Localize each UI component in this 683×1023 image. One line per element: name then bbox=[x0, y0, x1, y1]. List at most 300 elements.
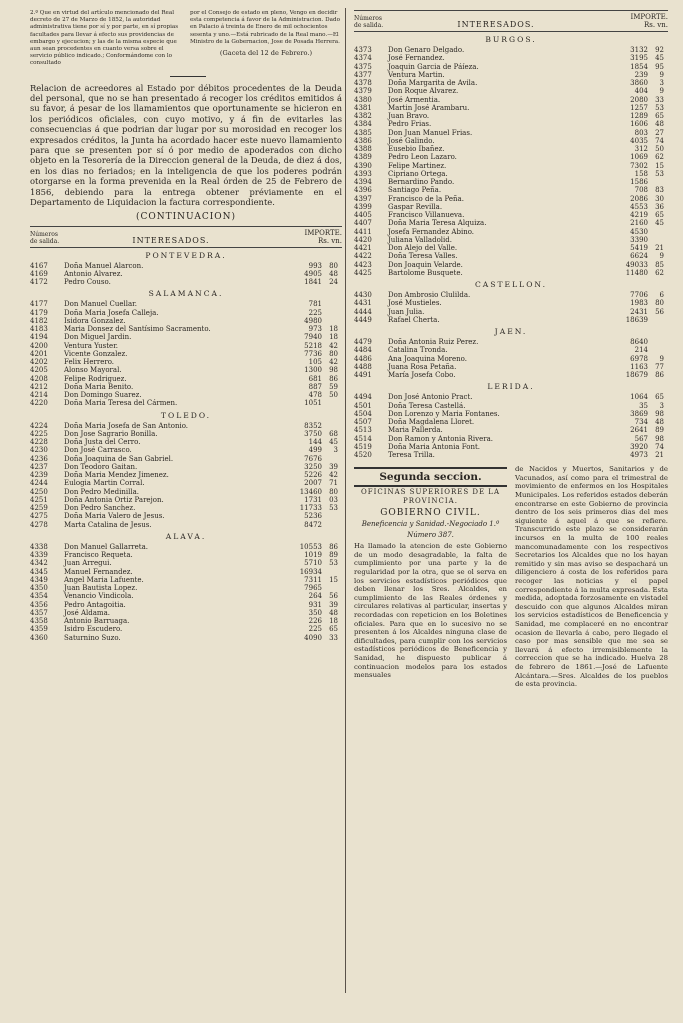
province-heading: PONTEVEDRA. bbox=[145, 250, 227, 260]
creditor-amt: 8640 bbox=[630, 338, 648, 346]
creditor-num: 4230 bbox=[30, 446, 48, 455]
creditor-num: 4202 bbox=[30, 358, 48, 366]
creditor-amt: 781 bbox=[308, 300, 322, 309]
header-currency: Rs. vn. bbox=[643, 21, 668, 29]
creditor-cts: 62 bbox=[655, 153, 664, 162]
creditor-name: José Armentia. bbox=[388, 95, 441, 104]
creditor-row bbox=[30, 479, 342, 487]
creditor-cts: 80 bbox=[329, 349, 338, 358]
creditor-cts: 98 bbox=[655, 409, 664, 418]
creditor-name: Cipriano Ortega. bbox=[388, 169, 448, 178]
creditor-num: 4360 bbox=[30, 633, 48, 642]
creditor-num: 4407 bbox=[354, 219, 372, 228]
creditor-name: Doña Antonia Ortiz Parejon. bbox=[64, 495, 164, 504]
creditor-row bbox=[354, 87, 668, 95]
creditor-amt: 2086 bbox=[630, 194, 648, 203]
creditor-name: Don Jose Sagrario Bonilla. bbox=[64, 429, 158, 438]
creditor-name: Manuel Fernandez. bbox=[64, 567, 133, 576]
creditor-amt: 264 bbox=[308, 592, 322, 601]
creditor-cts: 98 bbox=[329, 366, 338, 375]
creditor-cts: 50 bbox=[655, 145, 664, 153]
creditor-row bbox=[354, 203, 668, 211]
creditor-name: Joaquin Garcia de Páíeza. bbox=[388, 62, 479, 71]
creditor-name: Doña Maria Valero de Jesus. bbox=[64, 512, 165, 521]
circular-text-part1: Ha llamado la atencion de este Gobierno de un modo desagradable, la falta de cumplimiento por una parte y la de regularidad por la otra, que se ol serva en los servicios estadísticos periódicos que deben llenar los Sres. Alcaldes, en cumplimiento de las Reales órdenes y circulares relativas al particular, insertas y recordadas con repeticion en los Boletines oficiales. Para que en lo sucesivo no se presenten á los Alcaldes ninguna clase de dificultades, para cumplir con los servicios estadísticos periódicos de Beneficencia y Sanidad, he dispuesto publicar á continuacion modelos para los estados mensuales bbox=[354, 542, 507, 680]
creditor-name: Ventura Yuster. bbox=[64, 341, 119, 350]
creditor-amt: 4035 bbox=[630, 136, 648, 145]
creditor-num: 4425 bbox=[354, 268, 372, 277]
creditor-name: Gaspar Revilla. bbox=[388, 202, 443, 211]
creditor-name: José Mustieles. bbox=[388, 299, 442, 308]
creditor-cts: 45 bbox=[655, 54, 664, 63]
creditor-amt: 1289 bbox=[630, 112, 648, 120]
creditor-row bbox=[30, 601, 342, 609]
creditor-name: Catalina Tronda. bbox=[388, 346, 448, 355]
creditor-amt: 887 bbox=[308, 382, 322, 391]
creditor-cts: 65 bbox=[655, 112, 664, 120]
creditors-notice: Relacion de acreedores al Estado por débitos procedentes de la Deuda del personal, que no se han presentado á recoger los créditos emitidos á su favor, á pesar de los llamamientos que oportunamente se hicieron en los periódicos oficiales, con cuyo motivo, y á fin de evitarles las consecuencias á que podrian dar lugar por su morosidad en recoger los expresados créditos, la Junta ha acordado hacer este nuevo llamamiento para que se presenten por sí ó por medio de apoderados con dicho objeto en la Tesorería de la Direccion general de la Deuda, de diez á dos, en los dias no feriados; en la inteligencia de que los poderes podrán otorgarse en la forma prevenida en la Real órden de 25 de Febrero de 1856, debiendo para la entrega obtener préviamente en el Departamento de Liquidacion la factura correspondiente. bbox=[30, 82, 342, 208]
creditor-amt: 1019 bbox=[304, 551, 322, 559]
creditor-name: Francisco Villanueva. bbox=[388, 211, 465, 219]
table-header-right bbox=[354, 10, 668, 32]
creditor-name: Pedro Antagoitia. bbox=[64, 600, 126, 609]
creditor-name: Doña Maria Teresa Alquiza. bbox=[388, 219, 487, 228]
creditor-name: Doña Maria Josefa de San Antonio. bbox=[64, 421, 189, 430]
creditor-num: 4345 bbox=[30, 567, 48, 576]
creditor-amt: 1300 bbox=[304, 366, 322, 375]
creditor-num: 4224 bbox=[30, 421, 48, 430]
creditor-cts: 74 bbox=[655, 442, 664, 451]
creditor-cts: 3 bbox=[659, 79, 664, 87]
creditor-name: Doña Magdalena Lloret. bbox=[388, 418, 475, 426]
creditor-row bbox=[354, 219, 668, 227]
decree-fragment-right: por el Consejo de estado en pleno, Vengo en decidir esta competencia á favor de la Administracion. Dado en Palacio á treinta de Enero de mil ochocientos sesenta y uno.—Está rubricado de la Real mano.—El Ministro de la Gobernacion, Jose de Posada Herrera. bbox=[190, 10, 340, 45]
creditor-row bbox=[354, 346, 668, 354]
province-heading: LERIDA. bbox=[487, 382, 535, 392]
creditor-amt: 5419 bbox=[630, 244, 648, 252]
creditor-list-left bbox=[30, 251, 342, 642]
creditor-name: Bartolome Busquete. bbox=[388, 268, 463, 277]
creditor-cts: 48 bbox=[329, 608, 338, 617]
creditor-cts bbox=[648, 178, 668, 186]
creditor-num: 4488 bbox=[354, 362, 372, 371]
creditor-name: Isidora Gonzalez. bbox=[64, 316, 126, 325]
creditor-name: Don Miguel Jardin. bbox=[64, 333, 132, 342]
creditor-num: 4396 bbox=[354, 186, 372, 195]
creditor-amt: 7311 bbox=[304, 575, 322, 584]
creditor-cts: 65 bbox=[655, 393, 664, 402]
gazette-citation: (Gaceta del 12 de Febrero.) bbox=[219, 49, 313, 58]
creditor-cts: 62 bbox=[655, 268, 664, 277]
creditor-row bbox=[354, 451, 668, 459]
creditor-cts: 74 bbox=[655, 136, 664, 145]
creditor-cts: 36 bbox=[655, 202, 664, 211]
creditor-cts: 80 bbox=[329, 261, 338, 270]
creditor-amt: 2641 bbox=[630, 426, 648, 435]
creditor-row bbox=[354, 252, 668, 260]
creditor-name: Doña Manuel Alarcon. bbox=[64, 261, 144, 270]
creditor-cts: 95 bbox=[655, 62, 664, 71]
creditor-amt: 225 bbox=[308, 625, 322, 634]
creditor-row bbox=[30, 278, 342, 286]
creditor-num: 4358 bbox=[30, 617, 48, 625]
creditor-num: 4405 bbox=[354, 211, 372, 219]
decree-fragment-left: 2.º Que en virtud del artículo mencionado del Real decreto de 27 de Marzo de 1852, la autoridad administrativa tiene por sí y por parte, en sí propias facultades para llevar á efecto sus providencias de embargo y ejecucion; y las de la misma especie que aun sean procedentes en cuanto versa sobre el servicio público indicado.; Conformándome con lo consultado bbox=[30, 10, 179, 67]
creditor-amt: 144 bbox=[308, 438, 322, 446]
creditor-row bbox=[354, 137, 668, 145]
creditor-cts: 89 bbox=[329, 551, 338, 559]
creditor-cts bbox=[322, 521, 342, 529]
creditor-name: Doña Maria Antonia Font. bbox=[388, 442, 481, 451]
creditor-amt: 4973 bbox=[630, 451, 648, 459]
creditor-num: 4494 bbox=[354, 393, 372, 402]
creditor-cts: 56 bbox=[655, 307, 664, 316]
creditor-num: 4382 bbox=[354, 112, 372, 120]
creditor-amt: 3195 bbox=[630, 54, 648, 63]
creditor-amt: 1854 bbox=[630, 62, 648, 71]
creditor-cts: 03 bbox=[329, 495, 338, 504]
creditor-cts: 33 bbox=[655, 95, 664, 104]
creditor-cts: 89 bbox=[655, 426, 664, 435]
left-column bbox=[30, 0, 342, 642]
creditor-row bbox=[30, 422, 342, 430]
creditor-amt: 5218 bbox=[304, 341, 322, 350]
creditor-num: 4228 bbox=[30, 438, 48, 446]
creditor-num: 4388 bbox=[354, 145, 372, 153]
creditor-num: 4484 bbox=[354, 346, 372, 355]
creditor-amt: 4980 bbox=[304, 316, 322, 325]
right-column bbox=[354, 0, 668, 689]
creditor-cts: 53 bbox=[329, 559, 338, 568]
decree-fragment bbox=[30, 10, 342, 68]
creditor-num: 4208 bbox=[30, 374, 48, 383]
creditor-row bbox=[354, 195, 668, 203]
creditor-row bbox=[354, 46, 668, 54]
creditor-name: Isidro Escudero. bbox=[64, 625, 123, 634]
creditor-row bbox=[30, 399, 342, 407]
creditor-num: 4486 bbox=[354, 354, 372, 363]
creditor-amt: 226 bbox=[308, 617, 322, 625]
creditor-cts: 53 bbox=[655, 169, 664, 178]
creditor-amt: 1069 bbox=[630, 153, 648, 162]
creditor-cts bbox=[322, 512, 342, 520]
creditor-name: Don Ambrosio Clulilda. bbox=[388, 291, 471, 299]
creditor-num: 4520 bbox=[354, 451, 372, 459]
creditor-num: 4423 bbox=[354, 260, 372, 269]
creditor-cts: 9 bbox=[659, 70, 664, 79]
creditor-cts: 83 bbox=[655, 186, 664, 195]
creditor-name: Ana Joaquina Moreno. bbox=[388, 354, 467, 363]
creditor-name: Doña Antonia Ruiz Perez. bbox=[388, 338, 479, 346]
creditor-cts: 77 bbox=[655, 362, 664, 371]
creditor-name: Doña Maria Mendez Jimenez. bbox=[64, 471, 169, 479]
creditor-row bbox=[354, 112, 668, 120]
creditor-amt: 4553 bbox=[630, 202, 648, 211]
creditor-name: Doña Justa del Cerro. bbox=[64, 438, 141, 446]
creditor-row bbox=[30, 543, 342, 551]
creditor-name: Pedro Frias. bbox=[388, 120, 432, 129]
creditor-name: Don Manuel Gallarreta. bbox=[64, 542, 148, 551]
creditor-num: 4422 bbox=[354, 252, 372, 261]
creditor-cts: 48 bbox=[655, 120, 664, 129]
creditor-row bbox=[30, 568, 342, 576]
creditor-name: Don Alejo del Valle. bbox=[388, 244, 458, 252]
creditor-row bbox=[354, 236, 668, 244]
creditor-num: 4444 bbox=[354, 307, 372, 316]
creditor-name: Don Pedro Sanchez. bbox=[64, 504, 136, 512]
creditor-cts: 27 bbox=[655, 128, 664, 137]
creditor-row bbox=[354, 211, 668, 219]
creditor-amt: 1051 bbox=[304, 399, 322, 408]
creditor-num: 4220 bbox=[30, 399, 48, 408]
creditor-row bbox=[30, 446, 342, 454]
creditor-amt: 158 bbox=[634, 169, 648, 178]
creditor-amt: 11733 bbox=[299, 504, 322, 512]
creditor-cts: 50 bbox=[329, 391, 338, 399]
header-numbers: Números de salida. bbox=[30, 230, 60, 245]
creditor-name: Vicente Gonzalez. bbox=[64, 349, 128, 358]
creditor-num: 4385 bbox=[354, 128, 372, 137]
creditor-amt: 3132 bbox=[630, 46, 648, 54]
creditor-cts: 21 bbox=[655, 451, 664, 459]
creditor-amt: 5710 bbox=[304, 559, 322, 568]
creditor-row bbox=[354, 228, 668, 236]
creditor-row bbox=[30, 375, 342, 383]
creditor-num: 4259 bbox=[30, 504, 48, 512]
creditor-row bbox=[30, 634, 342, 642]
creditor-row bbox=[30, 463, 342, 471]
creditor-num: 4177 bbox=[30, 300, 48, 309]
creditor-name: Teresa Trilla. bbox=[388, 451, 435, 459]
creditor-row bbox=[30, 455, 342, 463]
creditor-name: Don Juan Manuel Frias. bbox=[388, 128, 473, 137]
creditor-name: Pedro Couso. bbox=[64, 278, 111, 286]
creditor-name: Don Roque Alvarez. bbox=[388, 87, 459, 96]
creditor-name: Juliana Valladolid. bbox=[388, 235, 452, 244]
creditor-amt: 1257 bbox=[630, 103, 648, 112]
creditor-amt: 239 bbox=[634, 70, 648, 79]
creditor-cts: 86 bbox=[655, 371, 664, 379]
creditor-amt: 312 bbox=[634, 145, 648, 153]
creditor-num: 4194 bbox=[30, 333, 48, 342]
creditor-row bbox=[30, 342, 342, 350]
creditor-name: Don Manuel Cuellar. bbox=[64, 300, 137, 309]
creditor-name: Josefa Fernandez Abino. bbox=[388, 227, 475, 236]
creditor-amt: 1983 bbox=[630, 299, 648, 308]
creditor-num: 4338 bbox=[30, 542, 48, 551]
creditor-num: 4377 bbox=[354, 70, 372, 79]
creditor-name: Angel Maria Lafuente. bbox=[64, 575, 144, 584]
creditor-num: 4501 bbox=[354, 401, 372, 410]
creditor-amt: 49033 bbox=[625, 260, 648, 269]
creditor-amt: 993 bbox=[308, 261, 322, 270]
creditor-name: Alonso Mayoral. bbox=[64, 366, 122, 375]
creditor-row bbox=[30, 617, 342, 625]
creditor-num: 4200 bbox=[30, 341, 48, 350]
creditor-name: Juana Rosa Petaña. bbox=[388, 362, 457, 371]
creditor-row bbox=[30, 309, 342, 317]
creditor-row bbox=[30, 471, 342, 479]
creditor-row bbox=[30, 383, 342, 391]
creditor-name: Venancio Vindicola. bbox=[64, 592, 134, 601]
creditor-row bbox=[354, 186, 668, 194]
creditor-cts bbox=[322, 300, 342, 308]
creditor-amt: 499 bbox=[308, 446, 322, 455]
creditor-num: 4381 bbox=[354, 103, 372, 112]
creditor-amt: 6624 bbox=[630, 252, 648, 261]
creditor-name: Rafael Cherta. bbox=[388, 315, 440, 324]
creditor-row bbox=[354, 426, 668, 434]
creditor-row bbox=[354, 402, 668, 410]
creditor-num: 4375 bbox=[354, 62, 372, 71]
creditor-name: Don Ramon y Antonia Rivera. bbox=[388, 434, 494, 443]
creditor-num: 4479 bbox=[354, 338, 372, 346]
creditor-num: 4356 bbox=[30, 600, 48, 609]
creditor-name: Don Genaro Delgado. bbox=[388, 46, 465, 54]
circular-number: Número 387. bbox=[407, 531, 454, 540]
creditor-cts: 71 bbox=[329, 479, 338, 488]
creditor-row bbox=[354, 120, 668, 128]
creditor-num: 4354 bbox=[30, 592, 48, 601]
creditor-cts: 80 bbox=[329, 487, 338, 496]
creditor-num: 4278 bbox=[30, 520, 48, 529]
header-numbers: Números de salida. bbox=[354, 15, 384, 29]
creditor-cts: 48 bbox=[329, 269, 338, 278]
creditor-num: 4251 bbox=[30, 495, 48, 504]
creditor-amt: 6978 bbox=[630, 354, 648, 363]
creditor-amt: 803 bbox=[634, 128, 648, 137]
creditor-num: 4430 bbox=[354, 291, 372, 299]
creditor-name: Antonio Alvarez. bbox=[64, 269, 123, 278]
creditor-num: 4349 bbox=[30, 575, 48, 584]
creditor-row bbox=[354, 162, 668, 170]
creditor-num: 4394 bbox=[354, 178, 372, 186]
creditor-row bbox=[354, 71, 668, 79]
creditor-row bbox=[30, 391, 342, 399]
creditor-cts: 42 bbox=[329, 358, 338, 366]
creditor-name: José Galindo. bbox=[388, 136, 435, 145]
creditor-num: 4214 bbox=[30, 391, 48, 399]
creditor-amt: 7302 bbox=[630, 161, 648, 170]
creditor-amt: 3250 bbox=[304, 462, 322, 471]
creditor-num: 4519 bbox=[354, 442, 372, 451]
creditor-name: María Josefa Cobo. bbox=[388, 371, 456, 379]
creditor-cts bbox=[322, 309, 342, 317]
creditor-num: 4491 bbox=[354, 371, 372, 379]
creditor-amt: 3860 bbox=[630, 79, 648, 87]
creditor-cts: 98 bbox=[655, 434, 664, 443]
creditor-row bbox=[354, 153, 668, 161]
creditor-cts bbox=[322, 568, 342, 576]
creditor-row bbox=[30, 430, 342, 438]
creditor-cts: 39 bbox=[329, 600, 338, 609]
creditor-num: 4250 bbox=[30, 487, 48, 496]
creditor-row bbox=[30, 350, 342, 358]
province-heading: ALAVA. bbox=[165, 531, 207, 541]
creditor-cts: 86 bbox=[329, 542, 338, 551]
creditor-num: 4275 bbox=[30, 512, 48, 521]
creditor-num: 4393 bbox=[354, 169, 372, 178]
creditor-name: Doña Maria Benito. bbox=[64, 382, 134, 391]
continuation-label: (CONTINUACION) bbox=[135, 211, 237, 222]
creditor-amt: 3869 bbox=[630, 409, 648, 418]
creditor-amt: 4905 bbox=[304, 269, 322, 278]
creditor-num: 4514 bbox=[354, 434, 372, 443]
creditor-cts: 18 bbox=[329, 333, 338, 342]
creditor-cts: 53 bbox=[655, 103, 664, 112]
creditor-name: Don Pedro Medinilla. bbox=[64, 487, 140, 496]
section-title: Segunda seccion. bbox=[354, 467, 507, 487]
creditor-cts: 86 bbox=[329, 374, 338, 383]
creditor-cts: 45 bbox=[329, 438, 338, 446]
creditor-num: 4212 bbox=[30, 382, 48, 391]
creditor-row bbox=[30, 317, 342, 325]
creditor-name: Doña Maria Teresa del Cármen. bbox=[64, 399, 178, 408]
creditor-name: Doña Joaquina de San Gabriel. bbox=[64, 454, 174, 463]
creditor-num: 4236 bbox=[30, 454, 48, 463]
creditor-cts: 24 bbox=[329, 278, 338, 286]
creditor-name: Marta Catalina de Jesus. bbox=[64, 520, 152, 529]
creditor-amt: 7736 bbox=[304, 349, 322, 358]
creditor-amt: 18639 bbox=[625, 315, 648, 324]
creditor-num: 4225 bbox=[30, 429, 48, 438]
creditor-row bbox=[354, 261, 668, 269]
creditor-cts bbox=[322, 399, 342, 407]
creditor-cts: 68 bbox=[329, 429, 338, 438]
creditor-row bbox=[30, 504, 342, 512]
header-interested: INTERESADOS. bbox=[132, 235, 210, 245]
creditor-row bbox=[354, 269, 668, 277]
creditor-row bbox=[30, 521, 342, 529]
creditor-row bbox=[30, 609, 342, 617]
creditor-row bbox=[354, 291, 668, 299]
creditor-row bbox=[354, 435, 668, 443]
column-divider bbox=[345, 8, 346, 993]
province-heading: TOLEDO. bbox=[160, 410, 212, 420]
creditor-row bbox=[354, 54, 668, 62]
creditor-cts: 6 bbox=[659, 291, 664, 299]
creditor-row bbox=[354, 79, 668, 87]
creditor-num: 4379 bbox=[354, 87, 372, 96]
creditor-amt: 1163 bbox=[630, 362, 648, 371]
province-heading: JAEN. bbox=[494, 327, 528, 336]
creditor-row bbox=[30, 512, 342, 520]
creditor-num: 4389 bbox=[354, 153, 372, 162]
creditor-row bbox=[354, 129, 668, 137]
creditor-amt: 734 bbox=[634, 418, 648, 426]
creditor-name: Maria Pallerda. bbox=[388, 426, 443, 435]
creditor-row bbox=[30, 438, 342, 446]
creditor-row bbox=[30, 366, 342, 374]
creditor-row bbox=[354, 96, 668, 104]
creditor-amt: 973 bbox=[308, 325, 322, 333]
header-amount: IMPORTE. bbox=[304, 228, 342, 237]
creditor-row bbox=[30, 625, 342, 633]
creditor-row bbox=[354, 393, 668, 401]
header-currency: Rs. vn. bbox=[317, 236, 342, 245]
creditor-amt: 478 bbox=[308, 391, 322, 399]
creditor-num: 4350 bbox=[30, 584, 48, 592]
creditor-name: Felix Herrero. bbox=[64, 358, 115, 366]
creditor-name: Francisco de la Peña. bbox=[388, 194, 464, 203]
creditor-name: Don Joaquin Velarde. bbox=[388, 260, 463, 269]
creditor-name: Francisco Requeta. bbox=[64, 551, 133, 559]
circular-text-part2: de Nacidos y Muertos, Sanitarios y de Vacunados, así como para el trimestral de movimiento de enfermos en los Hospitales Municipales. Los referidos estados deberán encontrarse en este Gobierno de provincia dentro de los seis primeros dias del mes siguiente á aquel á que se refiere. Transcurrido este plazo se considerarán incursos en la multa de 100 reales mancomunadamente con los respectivos Secretarios los Alcaldes que no los hayan remitido y sin mas aviso se despachará un diligenciero á costa de los referidos para recoger las noticias y el papel correspondiente á la multa expresada. Esta medida, adoptada forzosamente en vistadel descuido con que algunos Alcaldes miran los servicios estadísticos de Beneficencia y Sanidad, me complaceré en no encontrar ocasion de llevarla á cabo, pero llegado el caso por mas sensible que me sea se llevará á efecto irremisiblemente la correccion que se ha indicado. Huelva 28 de febrero de 1861.—José de Lafuente Alcántara.—Sres. Alcaldes de los pueblos de esta provincia. bbox=[515, 465, 668, 689]
creditor-num: 4411 bbox=[354, 227, 372, 236]
creditor-row bbox=[354, 363, 668, 371]
creditor-row bbox=[30, 270, 342, 278]
creditor-num: 4421 bbox=[354, 244, 372, 252]
